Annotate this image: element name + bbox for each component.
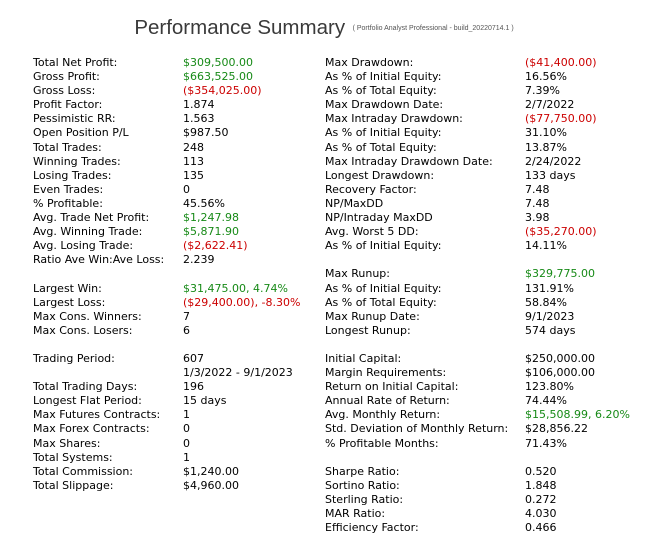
stat-label-as-of-total-equity: As % of Total Equity: [325,140,437,154]
stat-label-max-drawdown: Max Drawdown: [325,56,414,69]
stat-label-avg-winning-trade: Avg. Winning Trade: [33,225,143,239]
stat-label-pessimistic-rr: Pessimistic RR: [33,112,116,126]
stat-label-np-maxdd: NP/MaxDD [325,196,384,210]
stat-label-max-futures-contracts: Max Futures Contracts: [33,408,161,422]
stat-label-trading-period: Trading Period: [33,351,115,365]
stat-label-total-commission: Total Commission: [33,464,134,478]
stat-label-max-intraday-drawdown-date: Max Intraday Drawdown Date: [325,154,493,168]
stat-label-profitable-months: % Profitable Months: [325,436,439,450]
stat-value-longest-drawdown: 133 days [525,168,576,182]
stat-value-std-deviation-of-monthly-return: $28,856.22 [525,422,588,436]
stat-label-initial-capital: Initial Capital: [325,351,402,365]
build-subtitle: ( Portfolio Analyst Professional - build_20220714.1 ) [352,24,514,32]
stat-label-mar-ratio: MAR Ratio: [325,507,386,520]
stat-label-total-net-profit: Total Net Profit: [33,56,118,69]
stat-label-avg-monthly-return: Avg. Monthly Return: [325,408,441,422]
stat-label-winning-trades: Winning Trades: [33,154,121,168]
stat-value-max-futures-contracts: 1 [183,408,190,422]
stat-label-losing-trades: Losing Trades: [33,168,112,182]
stat-value-winning-trades: 113 [183,154,204,168]
stat-label-margin-requirements: Margin Requirements: [325,366,447,380]
stat-label-max-cons-winners: Max Cons. Winners: [33,309,142,323]
stat-value-profitable-months: 71.43% [525,436,567,450]
stat-value-as-of-initial-equity: 14.11% [525,239,567,253]
stat-value-efficiency-factor: 0.466 [525,521,557,535]
stat-value-trading-period: 607 [183,351,204,365]
stat-value-total-systems: 1 [183,450,190,464]
stat-value-max-runup-date: 9/1/2023 [525,309,575,323]
stat-value-largest-loss: ($29,400.00), -8.30% [183,295,301,309]
stat-value-max-intraday-drawdown-date: 2/24/2022 [525,154,582,168]
stat-label-max-drawdown-date: Max Drawdown Date: [325,98,444,112]
stat-value-avg-trade-net-profit: $1,247.98 [183,211,239,225]
stat-label-efficiency-factor: Efficiency Factor: [325,521,419,535]
stat-label-return-on-initial-capital: Return on Initial Capital: [325,380,459,394]
stat-label-profitable: % Profitable: [33,196,103,210]
stat-value-avg-monthly-return: $15,508.99, 6.20% [525,408,630,422]
page-title: Performance Summary [134,16,346,39]
stat-label-largest-loss: Largest Loss: [33,295,106,309]
stat-value-max-drawdown: ($41,400.00) [525,56,597,69]
stat-label-std-deviation-of-monthly-return: Std. Deviation of Monthly Return: [325,422,509,436]
stat-value-as-of-initial-equity: 16.56% [525,70,567,84]
stat-label-annual-rate-of-return: Annual Rate of Return: [325,394,450,408]
stat-label-total-systems: Total Systems: [33,450,113,464]
stat-label-max-cons-losers: Max Cons. Losers: [33,323,133,337]
stat-value-as-of-initial-equity: 31.10% [525,126,567,140]
stat-value-recovery-factor: 7.48 [525,182,550,196]
stat-value-np-maxdd: 7.48 [525,196,550,210]
stat-label-open-position-p-l: Open Position P/L [33,126,129,140]
stat-value-sterling-ratio: 0.272 [525,492,557,506]
stat-label-sterling-ratio: Sterling Ratio: [325,492,404,506]
stat-value-open-position-p-l: $987.50 [183,126,229,140]
stat-label-max-intraday-drawdown: Max Intraday Drawdown: [325,112,463,126]
stat-label-as-of-total-equity: As % of Total Equity: [325,295,437,309]
stat-value-initial-capital: $250,000.00 [525,351,595,365]
stat-label-as-of-initial-equity: As % of Initial Equity: [325,70,442,84]
stat-label-longest-runup: Longest Runup: [325,323,411,337]
stat-label-profit-factor: Profit Factor: [33,98,103,112]
stat-value-date-range: 1/3/2022 - 9/1/2023 [183,366,293,380]
stat-value-avg-worst-5-dd: ($35,270.00) [525,225,597,239]
stat-value-gross-loss: ($354,025.00) [183,84,262,98]
stat-value-as-of-total-equity: 58.84% [525,295,567,309]
stat-value-np-intraday-maxdd: 3.98 [525,211,550,225]
stat-value-max-forex-contracts: 0 [183,422,190,436]
stat-label-as-of-initial-equity: As % of Initial Equity: [325,126,442,140]
stat-value-max-drawdown-date: 2/7/2022 [525,98,575,112]
stat-value-max-intraday-drawdown: ($77,750.00) [525,112,597,126]
stat-label-longest-flat-period: Longest Flat Period: [33,394,142,408]
stat-label-max-forex-contracts: Max Forex Contracts: [33,422,150,436]
stat-value-even-trades: 0 [183,182,190,196]
stat-value-longest-flat-period: 15 days [183,394,227,408]
stat-value-annual-rate-of-return: 74.44% [525,394,567,408]
stat-label-max-runup: Max Runup: [325,267,390,281]
stat-label-ratio-ave-win-ave-loss: Ratio Ave Win:Ave Loss: [33,253,165,267]
report-header [0,16,648,40]
stat-label-avg-worst-5-dd: Avg. Worst 5 DD: [325,225,419,239]
stat-label-max-runup-date: Max Runup Date: [325,309,420,323]
stat-value-longest-runup: 574 days [525,323,576,337]
stat-label-total-trading-days: Total Trading Days: [33,380,138,394]
stat-value-total-trades: 248 [183,140,204,154]
stat-label-recovery-factor: Recovery Factor: [325,182,417,196]
stat-value-return-on-initial-capital: 123.80% [525,380,574,394]
stat-value-avg-winning-trade: $5,871.90 [183,225,239,239]
stat-value-gross-profit: $663,525.00 [183,70,253,84]
stat-label-total-slippage: Total Slippage: [33,478,114,492]
stat-label-total-trades: Total Trades: [33,140,102,154]
stat-value-as-of-total-equity: 7.39% [525,84,560,98]
stat-value-profit-factor: 1.874 [183,98,215,112]
stat-value-sortino-ratio: 1.848 [525,478,557,492]
stat-value-total-trading-days: 196 [183,380,204,394]
stat-label-longest-drawdown: Longest Drawdown: [325,168,435,182]
stat-value-mar-ratio: 4.030 [525,507,557,520]
stat-label-sharpe-ratio: Sharpe Ratio: [325,464,400,478]
stat-value-pessimistic-rr: 1.563 [183,112,215,126]
stat-value-as-of-total-equity: 13.87% [525,140,567,154]
stat-label-as-of-initial-equity: As % of Initial Equity: [325,239,442,253]
stat-value-ratio-ave-win-ave-loss: 2.239 [183,253,215,267]
stat-value-max-shares: 0 [183,436,190,450]
stat-value-losing-trades: 135 [183,168,204,182]
stat-value-max-runup: $329,775.00 [525,267,595,281]
stat-label-np-intraday-maxdd: NP/Intraday MaxDD [325,211,433,225]
stat-value-margin-requirements: $106,000.00 [525,366,595,380]
stat-label-sortino-ratio: Sortino Ratio: [325,478,400,492]
stat-value-sharpe-ratio: 0.520 [525,464,557,478]
stat-label-avg-losing-trade: Avg. Losing Trade: [33,239,134,253]
stat-value-total-commission: $1,240.00 [183,464,239,478]
stat-label-as-of-initial-equity: As % of Initial Equity: [325,281,442,295]
stat-label-as-of-total-equity: As % of Total Equity: [325,84,437,98]
stat-value-total-slippage: $4,960.00 [183,478,239,492]
stat-label-gross-loss: Gross Loss: [33,84,96,98]
stat-value-as-of-initial-equity: 131.91% [525,281,574,295]
stat-label-even-trades: Even Trades: [33,182,104,196]
stat-label-gross-profit: Gross Profit: [33,70,100,84]
stat-value-avg-losing-trade: ($2,622.41) [183,239,248,253]
stat-value-largest-win: $31,475.00, 4.74% [183,281,288,295]
stat-label-max-shares: Max Shares: [33,436,101,450]
stat-value-total-net-profit: $309,500.00 [183,56,253,69]
stat-value-max-cons-winners: 7 [183,309,190,323]
stat-label-largest-win: Largest Win: [33,281,102,295]
stat-value-max-cons-losers: 6 [183,323,190,337]
stat-value-profitable: 45.56% [183,196,225,210]
stat-label-avg-trade-net-profit: Avg. Trade Net Profit: [33,211,150,225]
